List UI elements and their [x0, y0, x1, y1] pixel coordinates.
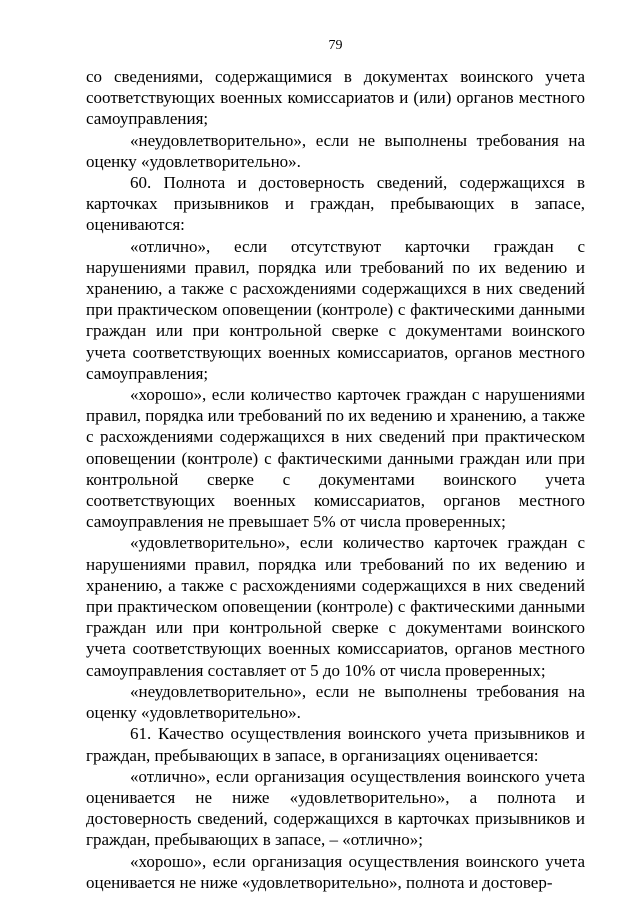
section-61-heading-paragraph: 61. Качество осуществления воинского учета призывников и граждан, пребывающих в запасе, в организациях оценивается:: [86, 724, 585, 765]
paragraph: «неудовлетворительно», если не выполнены требования на оценку «удовлетворительно».: [86, 130, 585, 171]
page-number: 79: [328, 38, 343, 53]
paragraph: «отлично», если отсутствуют карточки граждан с нарушениями правил, порядка или требований по их ведению и хранению, а также с расхождениями содержащихся в них сведений при практическом оповещении (контроле) с фактическими данными граждан или при контрольной сверке с документами воинского учета соответствующих военных комиссариатов, органов местного самоуправления;: [86, 236, 585, 383]
paragraph: «хорошо», если количество карточек граждан с нарушениями правил, порядка или требований по их ведению и хранению, а также с расхождениями содержащихся в них сведений при практическом оповещении (контроле) с фактическими данными граждан или при контрольной сверке с документами воинского учета соответствующих военных комиссариатов, органов местного самоуправления не превышает 5% от числа проверенных;: [86, 385, 585, 532]
paragraph: «хорошо», если организация осуществления воинского учета оценивается не ниже «удовлетворительно», полнота и достовер-: [86, 851, 585, 892]
document-body: [86, 66, 585, 893]
paragraph: «удовлетворительно», если количество карточек граждан с нарушениями правил, порядка или требований по их ведению и хранению, а также с расхождениями содержащихся в них сведений при практическом оповещении (контроле) с фактическими данными граждан или при контрольной сверке с документами воинского учета соответствующих военных комиссариатов, органов местного самоуправления составляет от 5 до 10% от числа проверенных;: [86, 533, 585, 680]
paragraph: «отлично», если организация осуществления воинского учета оценивается не ниже «удовлетворительно», а полнота и достоверность сведений, содержащихся в карточках призывников и граждан, пребывающих в запасе, – «отлично»;: [86, 766, 585, 850]
section-60-heading-paragraph: 60. Полнота и достоверность сведений, содержащихся в карточках призывников и граждан, пребывающих в запасе, оцениваются:: [86, 173, 585, 235]
paragraph: «неудовлетворительно», если не выполнены требования на оценку «удовлетворительно».: [86, 681, 585, 723]
paragraph: со сведениями, содержащимися в документах воинского учета соответствующих военных комиссариатов и (или) органов местного самоуправления;: [86, 67, 585, 129]
